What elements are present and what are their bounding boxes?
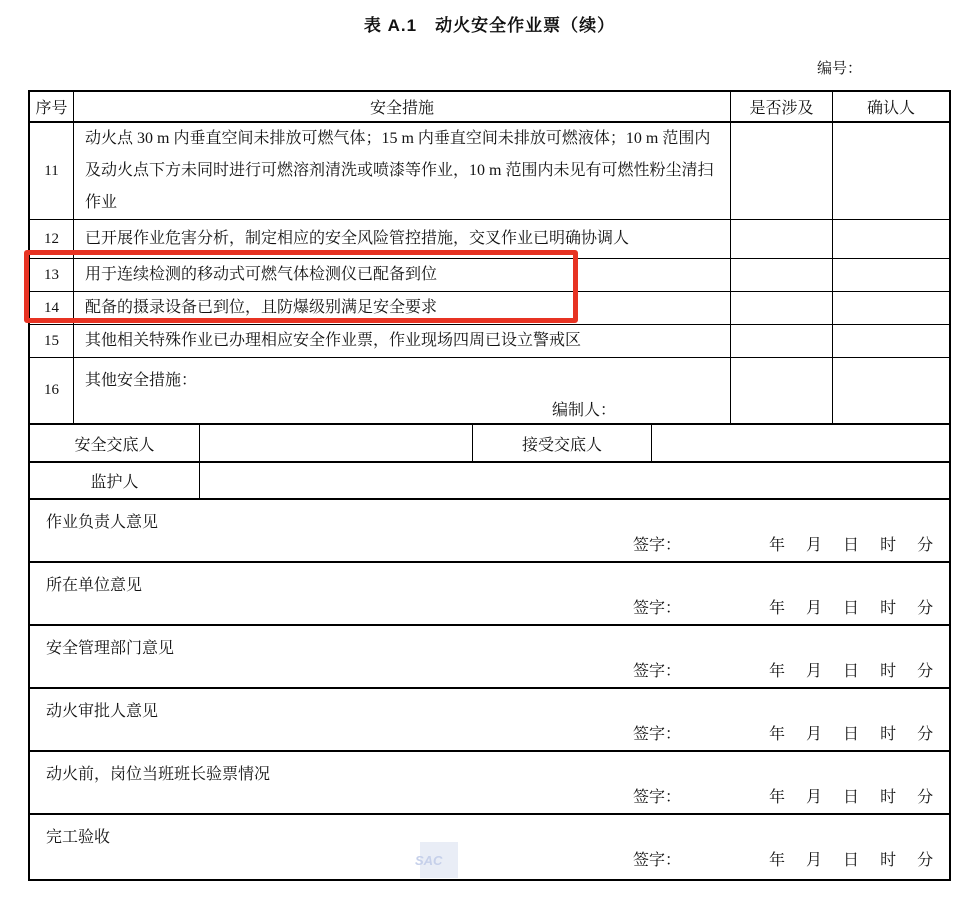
briefing-receiver-value-cell [652,425,949,461]
confirmer-cell [833,123,949,219]
col-header-confirmer: 确认人 [866,100,915,117]
year-label: 年 [769,852,786,869]
section-label: 作业负责人意见 [46,514,159,531]
month-label: 月 [806,600,823,617]
row-no: 15 [30,325,74,357]
opinion-section-approver [30,689,949,752]
opinion-section-completion-acceptance [30,815,949,879]
year-label: 年 [769,663,786,680]
minute-label: 分 [917,726,934,743]
measure-text: 其他安全措施： [85,372,198,389]
month-label: 月 [806,663,823,680]
signature-line [30,847,949,870]
year-label: 年 [769,789,786,806]
year-label: 年 [769,726,786,743]
hour-label: 时 [880,726,897,743]
day-label: 日 [843,789,860,806]
month-label: 月 [806,726,823,743]
date-units [769,847,933,870]
involved-cell [731,292,833,324]
signature-label: 签字： [633,537,682,554]
table-row-highlighted [30,259,949,292]
day-label: 日 [843,537,860,554]
signature-line [30,532,949,555]
doc-number-label: 编号： [816,61,862,77]
guardian-row [30,463,949,500]
hour-label: 时 [880,663,897,680]
signature-line [30,721,949,744]
guardian-label: 监护人 [30,463,200,498]
day-label: 日 [843,600,860,617]
signature-label: 签字： [633,600,682,617]
minute-label: 分 [917,852,934,869]
measure-text: 已开展作业危害分析，制定相应的安全风险管控措施，交叉作业已明确协调人 [74,220,731,258]
table-row [30,123,949,220]
measure-text: 其他相关特殊作业已办理相应安全作业票，作业现场四周已设立警戒区 [74,325,731,357]
permit-table [28,90,951,881]
signature-line [30,658,949,681]
date-units [769,784,933,807]
minute-label: 分 [917,537,934,554]
row-no: 13 [30,259,74,291]
involved-cell [731,358,833,423]
measure-text: 用于连续检测的移动式可燃气体检测仪已配备到位 [74,259,731,291]
opinion-section-shift-leader-check [30,752,949,815]
signature-label: 签字： [633,726,682,743]
date-units [769,658,933,681]
table-row [30,358,949,425]
table-header-row [30,92,949,123]
confirmer-cell [833,292,949,324]
measure-text: 配备的摄录设备已到位，且防爆级别满足安全要求 [74,292,731,324]
signature-label: 签字： [633,852,682,869]
involved-cell [731,325,833,357]
safety-briefer-value-cell [200,425,473,461]
col-header-measure: 安全措施 [74,92,731,121]
row-no: 12 [30,220,74,258]
opinion-section-unit [30,563,949,626]
minute-label: 分 [917,600,934,617]
year-label: 年 [769,537,786,554]
involved-cell [731,123,833,219]
section-label: 动火审批人意见 [46,703,159,720]
sac-watermark-logo [415,842,458,878]
minute-label: 分 [917,663,934,680]
measure-text: 动火点 30 m 内垂直空间未排放可燃气体；15 m 内垂直空间未排放可燃液体；10 m 范围内及动火点下方未同时进行可燃溶剂清洗或喷漆等作业，10 m 范围内未见有可燃性粉尘清扫作业 [74,123,731,219]
day-label: 日 [843,726,860,743]
briefing-receiver-label: 接受交底人 [473,425,652,461]
section-label: 安全管理部门意见 [46,640,175,657]
confirmer-cell [833,220,949,258]
day-label: 日 [843,663,860,680]
signature-line [30,784,949,807]
page-title: 表 A.1 动火安全作业票（续） [363,16,616,35]
col-header-no: 序号 [30,92,74,121]
section-label: 完工验收 [46,829,111,846]
confirmer-cell [833,259,949,291]
signature-label: 签字： [633,789,682,806]
section-label: 动火前，岗位当班班长验票情况 [46,766,271,783]
watermark-text: SAC [415,852,443,868]
section-label: 所在单位意见 [46,577,143,594]
other-measures-cell [74,358,731,423]
date-units [769,532,933,555]
minute-label: 分 [917,789,934,806]
hour-label: 时 [880,537,897,554]
row-no: 11 [30,123,74,219]
month-label: 月 [806,537,823,554]
signature-line [30,595,949,618]
confirmer-cell [833,358,949,423]
safety-briefer-label: 安全交底人 [30,425,200,461]
signature-label: 签字： [633,663,682,680]
briefing-row [30,425,949,463]
date-units [769,721,933,744]
involved-cell [731,259,833,291]
hour-label: 时 [880,789,897,806]
row-no: 16 [30,358,74,423]
involved-cell [731,220,833,258]
month-label: 月 [806,852,823,869]
confirmer-cell [833,325,949,357]
opinion-section-safety-dept [30,626,949,689]
table-row [30,325,949,358]
year-label: 年 [769,600,786,617]
day-label: 日 [843,852,860,869]
hour-label: 时 [880,852,897,869]
table-row-highlighted [30,292,949,325]
table-row [30,220,949,259]
preparer-label: 编制人： [552,402,617,419]
col-header-involved: 是否涉及 [731,92,833,121]
month-label: 月 [806,789,823,806]
opinion-section-work-leader [30,500,949,563]
row-no: 14 [30,292,74,324]
date-units [769,595,933,618]
guardian-value-cell [200,463,949,498]
hour-label: 时 [880,600,897,617]
